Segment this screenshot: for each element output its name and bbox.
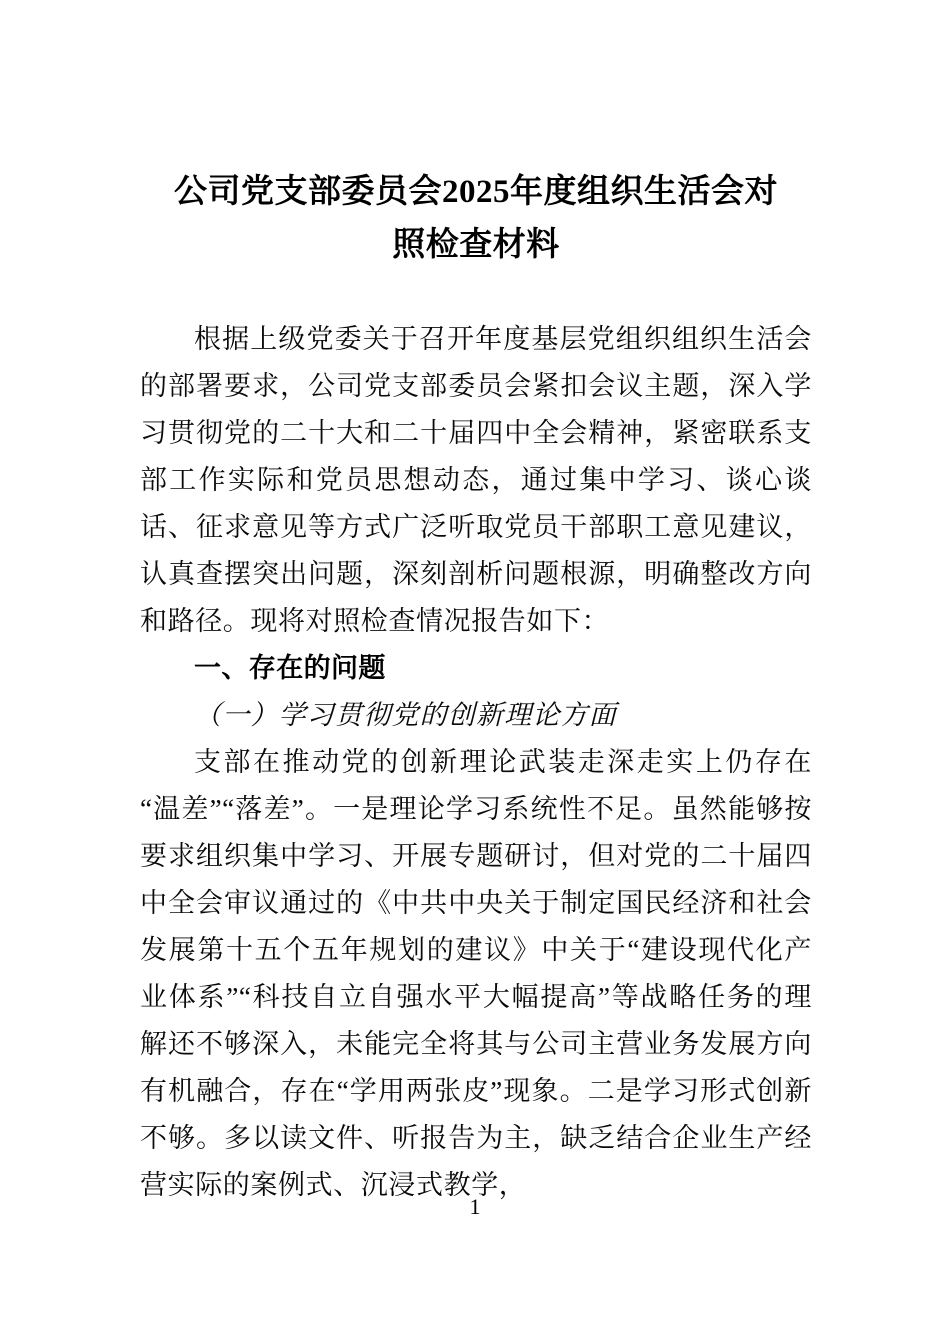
subsection-1-1-paragraph: 支部在推动党的创新理论武装走深走实上仍存在“温差”“落差”。一是理论学习系统性不足。虽然能够按要求组织集中学习、开展专题研讨，但对党的二十届四中全会审议通过的《中共中央关于制定国民经济和社会发展第十五个五年规划的建议》中关于“建设现代化产业体系”“科技自立自强水平大幅提高”等战略任务的理解还不够深入，未能完全将其与公司主营业务发展方向有机融合，存在“学用两张皮”现象。二是学习形式创新不够。多以读文件、听报告为主，缺乏结合企业生产经营实际的案例式、沉浸式教学， — [140, 747, 812, 1200]
document-title-line-2: 照检查材料 — [392, 227, 560, 263]
section-heading-1: 一、存在的问题 — [194, 653, 386, 683]
subsection-heading-1-1: （一）学习贯彻党的创新理论方面 — [194, 700, 617, 730]
document-content — [140, 0, 812, 1209]
page-number: 1 — [469, 1194, 481, 1219]
document-title-line-1: 公司党支部委员会2025年度组织生活会对 — [174, 174, 778, 210]
document-title — [140, 0, 812, 272]
intro-paragraph: 根据上级党委关于召开年度基层党组织组织生活会的部署要求，公司党支部委员会紧扣会议主题，深入学习贯彻党的二十大和二十届四中全会精神，紧密联系支部工作实际和党员思想动态，通过集中学习、谈心谈话、征求意见等方式广泛听取党员干部职工意见建议，认真查摆突出问题，深刻剖析问题根源，明确整改方向和路径。现将对照检查情况报告如下： — [140, 324, 812, 636]
